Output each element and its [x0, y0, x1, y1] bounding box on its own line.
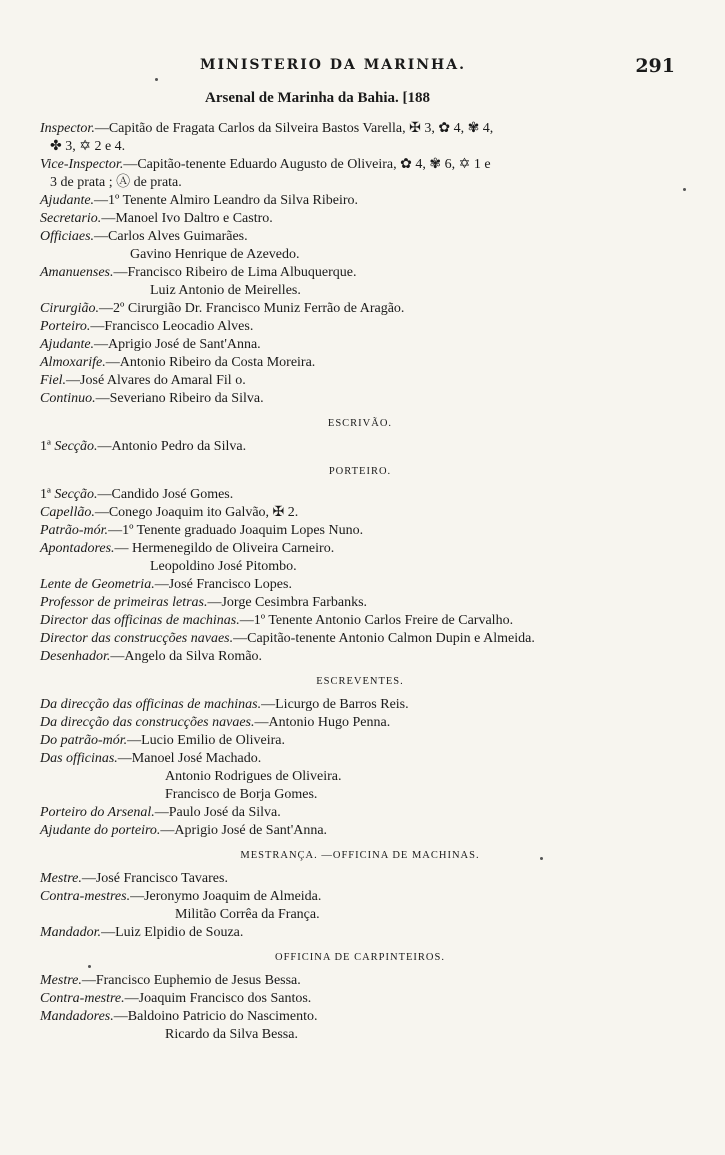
entry-continuo: Continuo.—Severiano Ribeiro da Silva. — [40, 391, 264, 406]
entry-vice-inspector-cont: 3 de prata ; Ⓐ de prata. — [50, 175, 182, 190]
escrevente-officinas: Das officinas.—Manoel José Machado. — [40, 751, 262, 766]
section-title: Arsenal de Marinha da Bahia. [188 — [205, 90, 431, 106]
entry-desenhador: Desenhador.—Angelo da Silva Romão. — [40, 649, 263, 664]
print-speck — [683, 188, 686, 191]
mestranca-mandador: Mandador.—Luiz Elpidio de Souza. — [40, 925, 244, 940]
print-speck — [155, 78, 158, 81]
entry-director-construccoes: Director das construcções navaes.—Capitão-tenente Antonio Calmon Dupin e Almeida. — [40, 631, 535, 646]
carpinteiros-mestre: Mestre.—Francisco Euphemio de Jesus Bessa. — [40, 973, 301, 988]
entry-ajudante: Ajudante.—1º Tenente Almiro Leandro da Silva Ribeiro. — [40, 193, 359, 208]
entry-almoxarife: Almoxarife.—Antonio Ribeiro da Costa Moreira. — [40, 355, 316, 370]
carpinteiros-mandadores: Mandadores.—Baldoino Patricio do Nascimento. — [40, 1009, 318, 1024]
mestranca-mestre: Mestre.—José Francisco Tavares. — [40, 871, 228, 886]
entry-officiaes-cont: Gavino Henrique de Azevedo. — [130, 247, 300, 262]
entry-inspector: Inspector.—Capitão de Fragata Carlos da Silveira Bastos Varella, ✠ 3, ✿ 4, ✾ 4, — [40, 121, 494, 136]
escrevente-officinas-cont-2: Francisco de Borja Gomes. — [165, 787, 318, 802]
entry-officiaes: Officiaes.—Carlos Alves Guimarães. — [40, 229, 248, 244]
escrevente-officinas-cont-1: Antonio Rodrigues de Oliveira. — [165, 769, 342, 784]
escrevente-machinas: Da direcção das officinas de machinas.—Licurgo de Barros Reis. — [40, 697, 409, 712]
entry-director-machinas: Director das officinas de machinas.—1º Tenente Antonio Carlos Freire de Carvalho. — [40, 613, 514, 628]
carpinteiros-contra-mestre: Contra-mestre.—Joaquim Francisco dos Santos. — [40, 991, 312, 1006]
page-number: 291 — [635, 55, 675, 77]
entry-professor: Professor de primeiras letras.—Jorge Cesimbra Farbanks. — [40, 595, 368, 610]
heading-escreventes: ESCREVENTES. — [316, 676, 404, 687]
entry-apontadores: Apontadores.— Hermenegildo de Oliveira Carneiro. — [40, 541, 335, 556]
entry-porteiro: Porteiro.—Francisco Leocadio Alves. — [40, 319, 254, 334]
escrevente-ajudante-porteiro: Ajudante do porteiro.—Aprigio José de Sant'Anna. — [40, 823, 328, 838]
document-body — [40, 120, 680, 1044]
running-title: MINISTERIO DA MARINHA. — [200, 57, 467, 73]
entry-fiel: Fiel.—José Alvares do Amaral Fil o. — [40, 373, 246, 388]
heading-escrivao: ESCRIVÃO. — [327, 418, 393, 429]
entry-patrao-mor: Patrão-mór.—1º Tenente graduado Joaquim Lopes Nuno. — [40, 523, 364, 538]
escrevente-patrao: Do patrão-mór.—Lucio Emilio de Oliveira. — [40, 733, 285, 748]
porteiro-secao: 1ª Secção.—Candido José Gomes. — [40, 487, 234, 502]
entry-cirurgiao: Cirurgião.—2º Cirurgião Dr. Francisco Muniz Ferrão de Aragão. — [40, 301, 405, 316]
heading-porteiro: PORTEIRO. — [328, 466, 392, 477]
entry-ajudante-2: Ajudante.—Aprigio José de Sant'Anna. — [40, 337, 261, 352]
entry-apontadores-cont: Leopoldino José Pitombo. — [150, 559, 297, 574]
entry-capellao: Capellão.—Conego Joaquim ito Galvão, ✠ 2. — [40, 505, 299, 520]
print-speck — [88, 965, 91, 968]
carpinteiros-mandadores-cont: Ricardo da Silva Bessa. — [165, 1027, 298, 1042]
entry-inspector-cont: ✤ 3, ✡ 2 e 4. — [50, 139, 126, 154]
mestranca-contra-mestres-cont: Militão Corrêa da França. — [175, 907, 320, 922]
print-speck — [540, 857, 543, 860]
escrevente-construccoes: Da direcção das construcções navaes.—Antonio Hugo Penna. — [40, 715, 391, 730]
entry-lente-geometria: Lente de Geometria.—José Francisco Lopes. — [40, 577, 292, 592]
escrevente-porteiro: Porteiro do Arsenal.—Paulo José da Silva. — [40, 805, 281, 820]
page-header — [0, 57, 725, 83]
escrivao-secao: 1ª Secção.—Antonio Pedro da Silva. — [40, 439, 247, 454]
entry-vice-inspector: Vice-Inspector.—Capitão-tenente Eduardo Augusto de Oliveira, ✿ 4, ✾ 6, ✡ 1 e — [40, 157, 491, 172]
entry-amanuenses-cont: Luiz Antonio de Meirelles. — [150, 283, 301, 298]
heading-mestranca: MESTRANÇA. —OFFICINA DE MACHINAS. — [240, 850, 480, 861]
entry-secretario: Secretario.—Manoel Ivo Daltro e Castro. — [40, 211, 273, 226]
mestranca-contra-mestres: Contra-mestres.—Jeronymo Joaquim de Almeida. — [40, 889, 322, 904]
entry-amanuenses: Amanuenses.—Francisco Ribeiro de Lima Albuquerque. — [40, 265, 357, 280]
heading-carpinteiros: OFFICINA DE CARPINTEIROS. — [275, 952, 445, 963]
